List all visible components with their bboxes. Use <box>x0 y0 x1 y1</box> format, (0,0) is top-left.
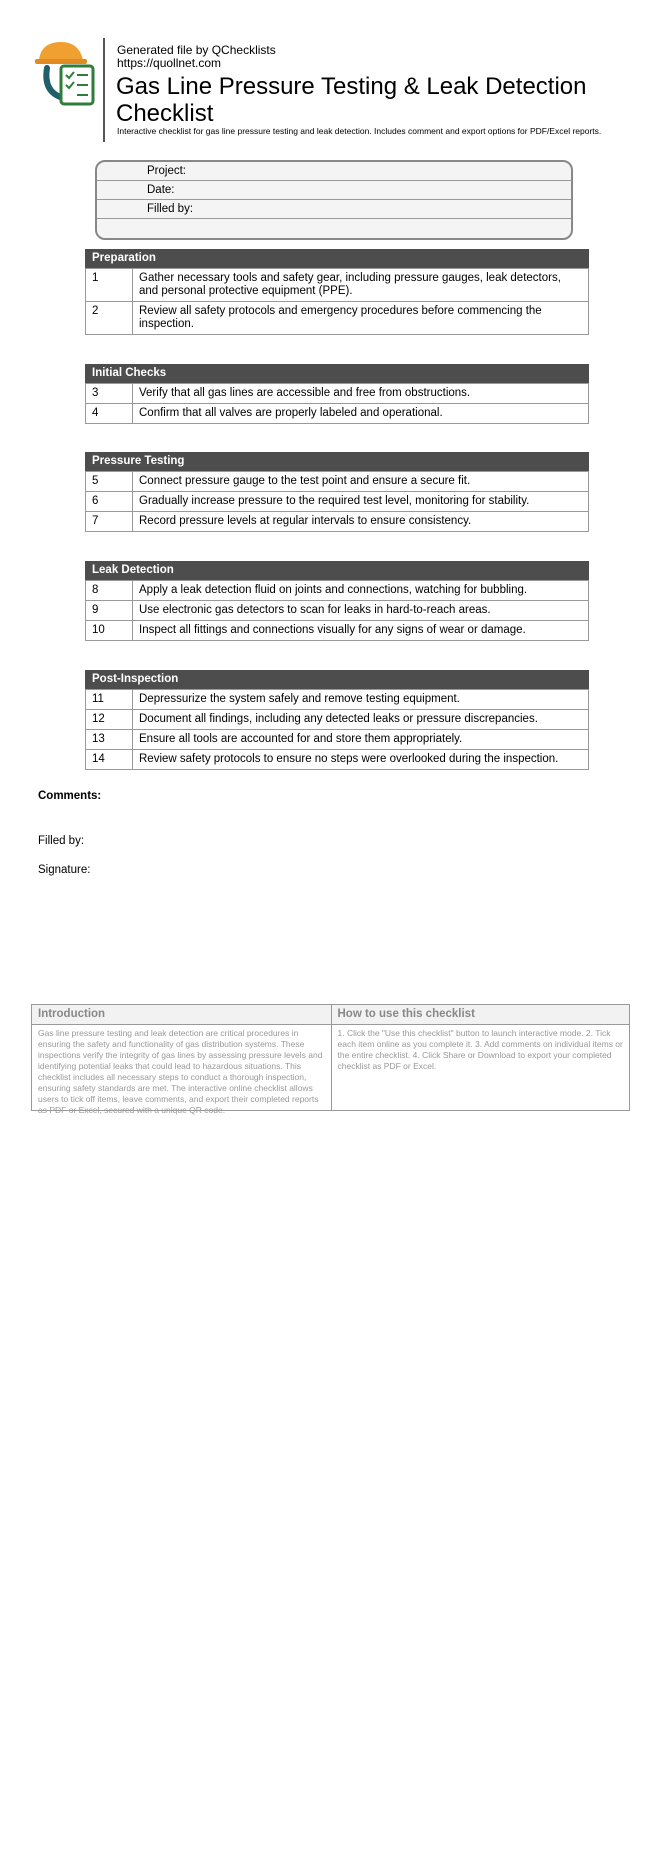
item-text: Confirm that all valves are properly labeled and operational. <box>133 404 589 424</box>
checklist-row[interactable] <box>86 750 589 770</box>
introduction-text: Gas line pressure testing and leak detection are critical procedures in ensuring the safety and functionality of gas distribution systems. These inspections verify the integrity of gas lines by assessing pressure levels and identifying potential leaks that could lead to hazardous situations. This checklist includes all necessary steps to conduct a thorough inspection, ensuring safety standards are met. The interactive online checklist allows users to tick off items, leave comments, and export their completed reports as PDF or Excel, secured with a unique QR code. <box>38 1028 323 1115</box>
section-preparation <box>85 249 589 335</box>
item-number: 10 <box>86 621 133 641</box>
section-pressure-testing <box>85 452 589 532</box>
info-table <box>31 1004 630 1115</box>
section-initial-checks <box>85 364 589 424</box>
item-text: Use electronic gas detectors to scan for leaks in hard-to-reach areas. <box>133 601 589 621</box>
item-text: Verify that all gas lines are accessible and free from obstructions. <box>133 384 589 404</box>
page-description: Interactive checklist for gas line pressure testing and leak detection. Includes comment and export options for PDF/Excel reports. <box>117 126 602 136</box>
checklist-row[interactable] <box>86 492 589 512</box>
item-text: Inspect all fittings and connections visually for any signs of wear or damage. <box>133 621 589 641</box>
introduction-column <box>32 1005 331 1115</box>
item-text: Apply a leak detection fluid on joints and connections, watching for bubbling. <box>133 581 589 601</box>
section-header: Post-Inspection <box>85 670 589 689</box>
how-to-heading: How to use this checklist <box>332 1005 630 1025</box>
item-number: 12 <box>86 710 133 730</box>
header-divider <box>103 38 105 142</box>
how-to-text: 1. Click the "Use this checklist" button to launch interactive mode. 2. Tick each item online as you complete it. 3. Add comments on individual items or the entire checklist. 4. Click Share or Download to export your completed checklist as PDF or Excel. <box>337 1028 623 1071</box>
checklist-row[interactable] <box>86 581 589 601</box>
item-number: 5 <box>86 472 133 492</box>
checklist-row[interactable] <box>86 730 589 750</box>
item-number: 3 <box>86 384 133 404</box>
item-number: 7 <box>86 512 133 532</box>
checklist-row[interactable] <box>86 269 589 302</box>
item-text: Gather necessary tools and safety gear, including pressure gauges, leak detectors, and personal protective equipment (PPE). <box>133 269 589 302</box>
item-number: 11 <box>86 690 133 710</box>
checklist-row[interactable] <box>86 690 589 710</box>
how-to-column <box>331 1005 630 1110</box>
checklist-row[interactable] <box>86 621 589 641</box>
source-url-link[interactable]: https://quollnet.com <box>117 56 222 70</box>
section-post-inspection <box>85 670 589 770</box>
item-number: 9 <box>86 601 133 621</box>
item-text: Depressurize the system safely and remove testing equipment. <box>133 690 589 710</box>
item-text: Gradually increase pressure to the required test level, monitoring for stability. <box>133 492 589 512</box>
section-leak-detection <box>85 561 589 641</box>
page-title: Gas Line Pressure Testing & Leak Detection Checklist <box>116 73 587 127</box>
introduction-heading: Introduction <box>32 1005 331 1025</box>
checklist-row[interactable] <box>86 601 589 621</box>
item-number: 2 <box>86 302 133 335</box>
item-number: 13 <box>86 730 133 750</box>
checklist-row[interactable] <box>86 384 589 404</box>
item-number: 4 <box>86 404 133 424</box>
item-text: Record pressure levels at regular intervals to ensure consistency. <box>133 512 589 532</box>
project-info-box <box>95 160 573 240</box>
item-text: Document all findings, including any detected leaks or pressure discrepancies. <box>133 710 589 730</box>
checklist-row[interactable] <box>86 472 589 492</box>
item-text: Ensure all tools are accounted for and store them appropriately. <box>133 730 589 750</box>
filled-by-label: Filled by: <box>38 835 85 847</box>
comments-label: Comments: <box>38 790 102 802</box>
item-number: 14 <box>86 750 133 770</box>
checklist-row[interactable] <box>86 404 589 424</box>
item-number: 8 <box>86 581 133 601</box>
item-number: 1 <box>86 269 133 302</box>
item-text: Review safety protocols to ensure no steps were overlooked during the inspection. <box>133 750 589 770</box>
signature-label: Signature: <box>38 864 91 876</box>
section-header: Pressure Testing <box>85 452 589 471</box>
checklist-row[interactable] <box>86 512 589 532</box>
item-number: 6 <box>86 492 133 512</box>
item-text: Review all safety protocols and emergency procedures before commencing the inspection. <box>133 302 589 335</box>
checklist-row[interactable] <box>86 710 589 730</box>
filled-by-field[interactable]: Filled by: <box>97 200 571 219</box>
helmet-checklist-logo-icon <box>33 40 101 112</box>
section-header: Initial Checks <box>85 364 589 383</box>
section-header: Preparation <box>85 249 589 268</box>
item-text: Connect pressure gauge to the test point and ensure a secure fit. <box>133 472 589 492</box>
checklist-row[interactable] <box>86 302 589 335</box>
date-field[interactable]: Date: <box>97 181 571 200</box>
blank-field[interactable] <box>97 219 571 238</box>
project-field[interactable]: Project: <box>97 162 571 181</box>
section-header: Leak Detection <box>85 561 589 580</box>
generated-by-text: Generated file by QChecklists <box>117 43 276 57</box>
